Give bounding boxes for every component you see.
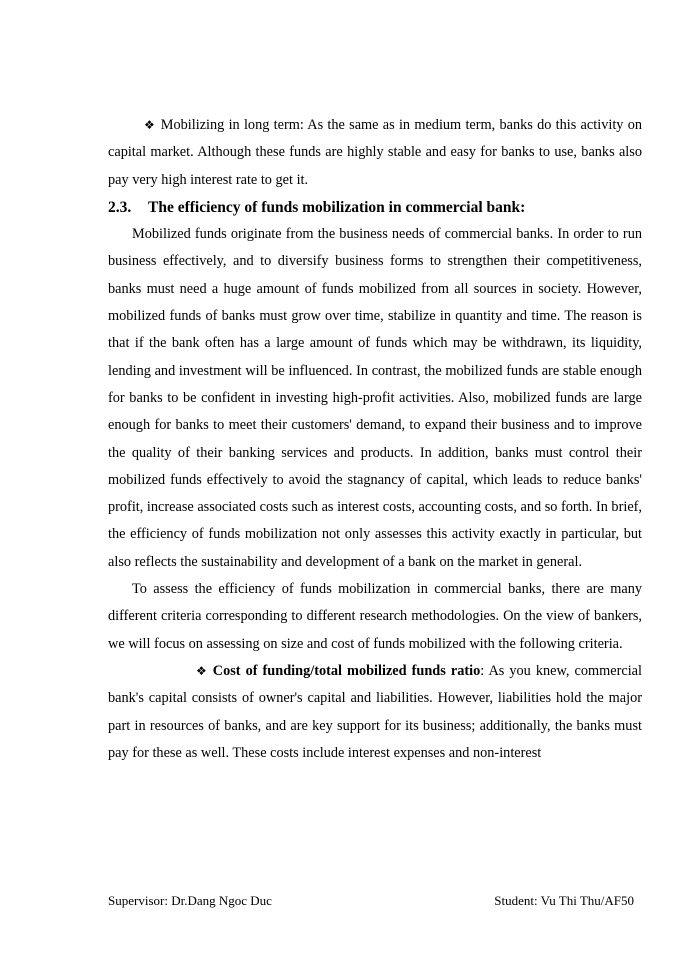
paragraph-cost-of-funding (108, 658, 642, 767)
diamond-bullet-icon: ❖ (196, 663, 207, 678)
footer-student: Student: Vu Thi Thu/AF50 (494, 893, 634, 908)
section-title: The efficiency of funds mobilization in commercial bank: (148, 198, 526, 216)
page-footer (108, 893, 634, 909)
criterion-title: Cost of funding/total mobilized funds ratio (212, 662, 481, 679)
paragraph-criteria: To assess the efficiency of funds mobilization in commercial banks, there are many different criteria corresponding to different research methodologies. On the view of bankers, we will focus on assessing on size and cost of funds mobilized with the following criteria. (108, 581, 642, 652)
body-text (108, 112, 642, 767)
footer-supervisor: Supervisor: Dr.Dang Ngoc Duc (108, 893, 272, 908)
paragraph-efficiency: Mobilized funds originate from the business needs of commercial banks. In order to run business effectively, and to diversify business forms to strengthen their competitiveness, banks must need a huge amount of funds mobilized from all sources in society. However, mobilized funds of banks must grow over time, stabilize in quantity and time. The reason is that if the bank often has a large amount of funds which may be withdrawn, its liquidity, lending and investment will be influenced. In contrast, the mobilized funds are stable enough for banks to be confident in investing high-profit activities. Also, mobilized funds are large enough for banks to meet their customers' demand, to expand their business and to improve the quality of their banking services and products. In addition, banks must control their mobilized funds effectively to avoid the stagnancy of capital, which leads to reduce banks' profit, increase associated costs such as interest costs, accounting costs, and so forth. In brief, the efficiency of funds mobilization not only assesses this activity exactly in particular, but also reflects the sustainability and development of a bank on the market in general. (108, 226, 642, 570)
section-number: 2.3. (108, 198, 132, 216)
paragraph-long-term-text: Mobilizing in long term: As the same as in medium term, banks do this activity on capital market. Although these funds are highly stable and easy for banks to use, banks also pay very high interest rate to get it. (108, 117, 642, 188)
paragraph-long-term (108, 112, 642, 194)
diamond-bullet-icon: ❖ (144, 118, 155, 132)
criterion-text: : As you knew, commercial bank's capital consists of owner's capital and liabilities. However, liabilities hold the major part in resources of banks, and are key support for its business; additionally, the banks must pay for these as well. These costs include interest expenses and non-interest (108, 662, 642, 761)
section-heading (108, 194, 642, 221)
